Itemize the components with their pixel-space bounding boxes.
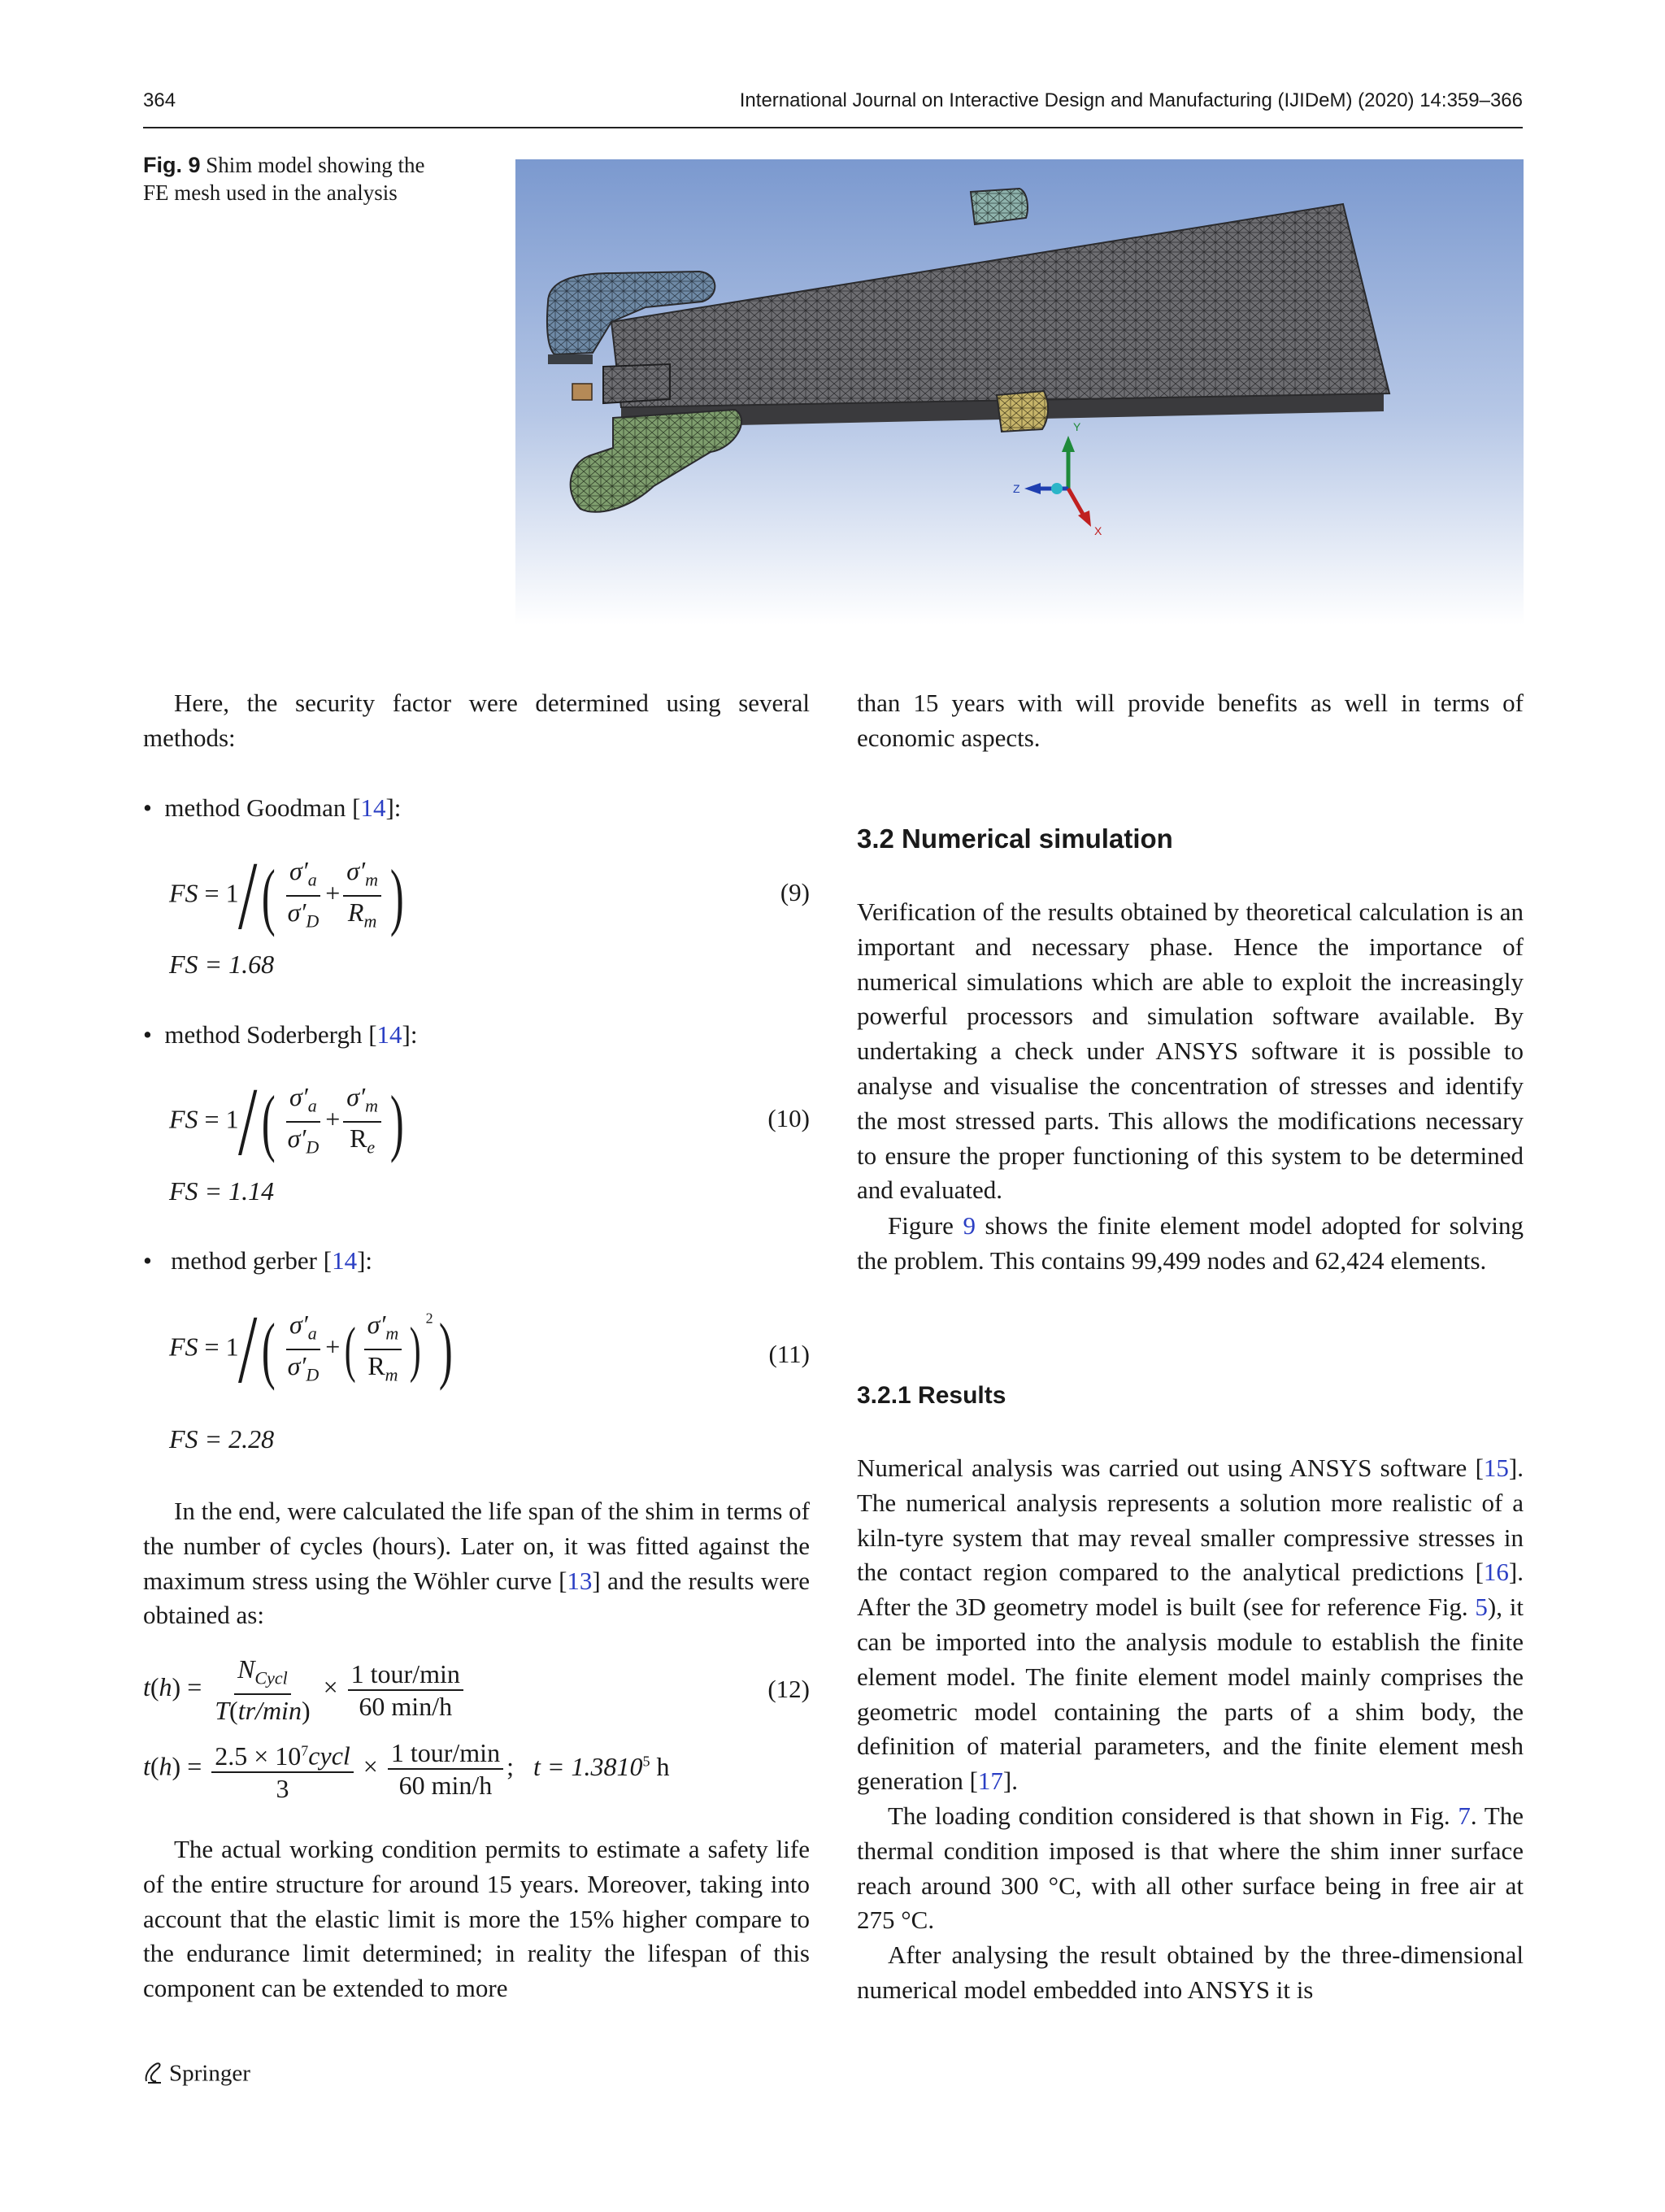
springer-logo-icon	[143, 2060, 164, 2091]
bullet-soderbergh: • method Soderbergh [14]:	[143, 1020, 418, 1049]
equation-11: FS = 1/( $\frac{\sigma'_a}{\sigma'_D}$ +( $\frac{\sigma'_m}{R_m}$ ) $^2$) (11)	[169, 1295, 810, 1403]
ref-14-b[interactable]: 14	[376, 1020, 402, 1049]
final-left-paragraph: The actual working condition permits to estimate a safety life of the entire structure for around 15 years. Moreover, taking into account that the elastic limit is more the 15% higher compare to the endurance limit determined; in reality the lifespan of this component can be extended to more	[143, 1835, 810, 2003]
verification-paragraph: Verification of the results obtained by theoretical calculation is an important and necessary phase. Hence the importance of numerical simulations which are able to exploit the increasingly powerful processors and simulation software available. By undertaking a check under ANSYS software it is possible to analyse and visualise the concentration of stresses and identify the most stressed parts. This allows the modifications necessary to ensure the proper functioning of this system to be determined and evaluated.	[857, 897, 1524, 1205]
equation-12-result: $t = 1.3810^5$ h	[533, 1751, 670, 1781]
pin	[572, 384, 592, 400]
ref-fig-5[interactable]: 5	[1475, 1593, 1488, 1622]
loading-paragraph: The loading condition considered is that shown in Fig. 7. The thermal condition imposed is that where the shim inner surface reach around 300 °C, with all other surface being in free air at 275 °C.	[857, 1801, 1524, 1935]
fe-mesh-figure	[515, 159, 1524, 624]
slot-tab	[603, 364, 670, 403]
ref-fig-7[interactable]: 7	[1458, 1801, 1471, 1830]
equation-10-number: (10)	[767, 1104, 810, 1132]
ref-15[interactable]: 15	[1483, 1454, 1509, 1482]
results-paragraph: Numerical analysis was carried out using ANSYS software [15]. The numerical analysis represents a solution more realistic of a kiln-tyre system that may reveal smaller compressive stresses in the contact region compared to the analytical predictions [16]. After the 3D geometry model is built (see for reference Fig. 5), it can be imported into the analysis module to establish the finite element model. The finite element model mainly comprises the geometric model containing the parts of a shim body, the definition of material parameters, and the finite element mesh generation [17].	[857, 1454, 1524, 1796]
figure-caption	[143, 151, 452, 206]
intro-paragraph: Here, the security factor were determined using several methods:	[143, 689, 810, 752]
bullet-gerber: • method gerber [14]:	[143, 1246, 373, 1275]
axis-z-label: Z	[1013, 482, 1020, 495]
tab-bottom-right	[997, 391, 1048, 432]
tab-top-right	[971, 189, 1028, 224]
equation-10-result: FS = 1.14	[169, 1176, 275, 1206]
equation-11-result: FS = 2.28	[169, 1424, 275, 1454]
header-rule	[143, 127, 1523, 128]
section-title: 3.2 Numerical simulation	[857, 824, 1173, 854]
after-analysing-paragraph: After analysing the result obtained by the three-dimensional numerical model embedded into ANSYS it is	[857, 1940, 1524, 2004]
continued-paragraph: than 15 years with will provide benefits as well in terms of economic aspects.	[857, 689, 1524, 752]
ref-17[interactable]: 17	[977, 1767, 1003, 1796]
axis-x-label: X	[1094, 524, 1102, 537]
bullet-goodman-text: method Goodman [	[164, 793, 361, 822]
figure-label: Fig. 9	[143, 153, 201, 177]
fe-mesh-svg	[515, 159, 1524, 624]
equation-12-number: (12)	[767, 1675, 810, 1703]
ear-top-left-side	[548, 354, 593, 364]
ref-13[interactable]: 13	[567, 1566, 593, 1595]
equation-9: FS = 1/( $\frac{\sigma'_a}{\sigma'_D}$ + $\frac{\sigma'_m}{R_m}$ ) (9)	[169, 841, 810, 950]
page-number: 364	[143, 89, 176, 111]
footer-publisher	[143, 2060, 250, 2091]
equation-9-number: (9)	[780, 878, 810, 906]
equation-12-line2: t(h) = $\frac{2.5 \times 10^7cycl}{3}$ × $\frac{\text{1 tour/min}}{60 \min/h}$ ; $t = 1.3810^5$ h	[143, 1735, 810, 1808]
equation-12-line1: t(h) = $\frac{N_{Cycl}}{T(tr/\min)}$ × $\frac{\text{1 tour/min}}{60 \min/h}$ (12)	[143, 1654, 810, 1726]
axis-origin	[1051, 483, 1063, 494]
journal-header: International Journal on Interactive Design and Manufacturing (IJIDeM) (2020) 14:359–366	[739, 89, 1523, 111]
ref-fig-9[interactable]: 9	[963, 1211, 976, 1240]
ref-14-a[interactable]: 14	[360, 793, 386, 822]
life-span-paragraph: In the end, were calculated the life span of the shim in terms of the number of cycles (hours). Later on, it was fitted against the maximum stress using the Wöhler curve [13] and the results were obtained as:	[143, 1497, 810, 1630]
equation-10: FS = 1/( $\frac{\sigma'_a}{\sigma'_D}$ + $\frac{\sigma'_m}{R_e}$ ) (10)	[169, 1067, 810, 1176]
publisher-name: Springer	[169, 2060, 250, 2087]
subsection-title: 3.2.1 Results	[857, 1382, 1006, 1409]
equation-9-result: FS = 1.68	[169, 950, 275, 979]
axis-y-label: Y	[1073, 420, 1081, 433]
ref-16[interactable]: 16	[1483, 1558, 1509, 1587]
ref-14-c[interactable]: 14	[332, 1246, 358, 1275]
bullet-goodman: • method Goodman [14]:	[143, 793, 402, 822]
figure-reference-paragraph: Figure 9 shows the finite element model adopted for solving the problem. This contains 99,499 nodes and 62,424 elements.	[857, 1211, 1524, 1275]
figure-caption-text: Shim model showing the FE mesh used in the analysis	[143, 153, 425, 205]
equation-11-number: (11)	[768, 1340, 810, 1368]
